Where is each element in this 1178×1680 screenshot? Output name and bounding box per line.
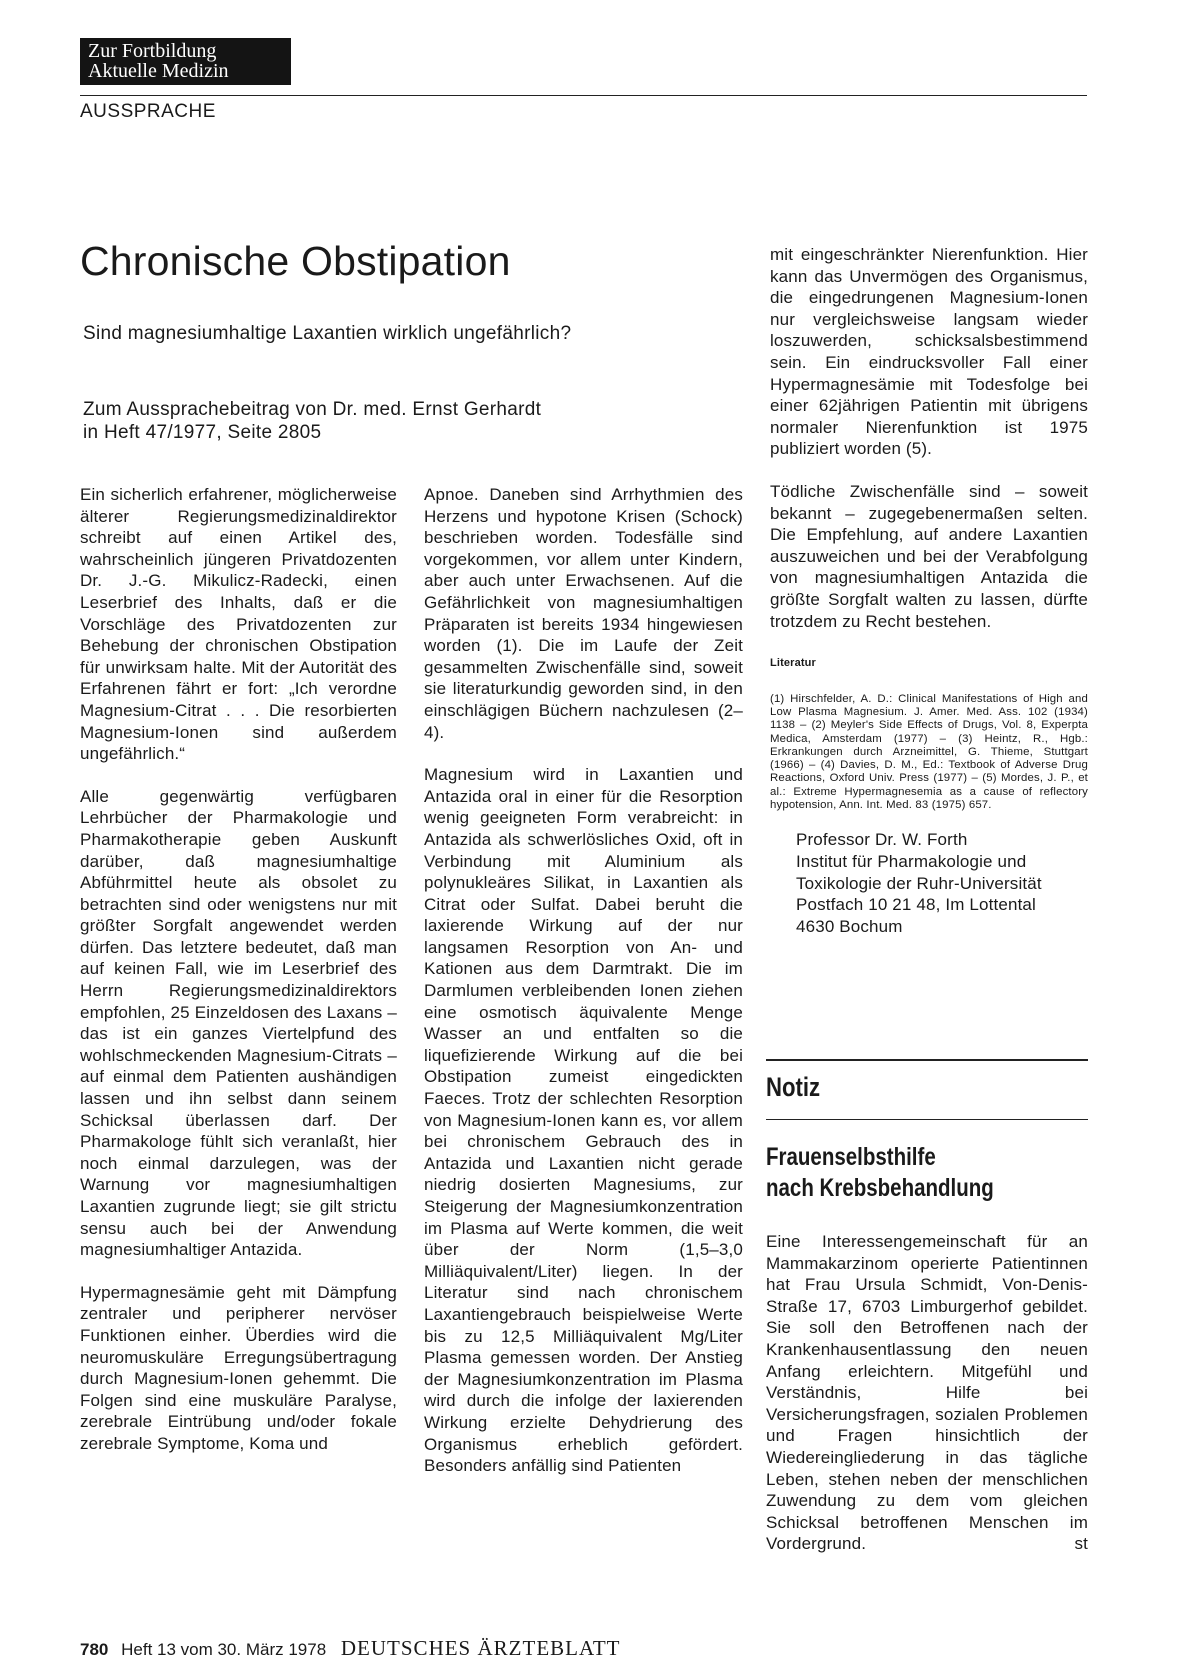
rubric-line-1: Zur Fortbildung bbox=[88, 40, 217, 62]
notiz-title bbox=[766, 1142, 1110, 1204]
header-rule bbox=[80, 95, 1087, 96]
reference-line-2: in Heft 47/1977, Seite 2805 bbox=[83, 422, 322, 443]
article-subtitle: Sind magnesiumhaltige Laxantien wirklich ungefährlich? bbox=[83, 323, 572, 344]
literature-list: (1) Hirschfelder, A. D.: Clinical Manifestations of High and Low Plasma Magnesium. J. Amer. Med. Ass. 102 (1934) 1138 – (2) Meyler's Side Effects of Drugs, Vol. 8, Experpta Medica, Amsterdam (1977) – (3) Heintz, R., Hgb.: Erkrankungen durch Arzneimittel, G. Thieme, Stuttgart (1966) – (4) Davies, D. M., Ed.: Textbook of Adverse Drug Reactions, Oxford Univ. Press (1977) – (5) Mordes, J. P., et al.: Extreme Hypermagnesemia as a cause of reflectory hypotension, Ann. Int. Med. 83 (1975) 657. bbox=[770, 692, 1088, 812]
paragraph: mit eingeschränkter Nierenfunktion. Hier kann das Unvermögen des Organismus, die eingedrungenen Magnesium-Ionen nur vergleichsweise langsam wieder loszuwerden, schicksalsbestimmend sein. Ein eindrucksvoller Fall einer Hypermagnesämie mit Todesfolge bei einer 62jährigen Patientin mit übrigens normaler Nierenfunktion ist 1975 publiziert worden (5). bbox=[770, 245, 1088, 459]
notiz-bottom-rule bbox=[766, 1119, 1088, 1120]
notiz-signature: st bbox=[1074, 1534, 1088, 1554]
rubric-line-2: Aktuelle Medizin bbox=[88, 60, 229, 82]
reference-line-1: Zum Aussprachebeitrag von Dr. med. Ernst Gerhardt bbox=[83, 399, 542, 420]
article-title: Chronische Obstipation bbox=[80, 238, 511, 284]
notiz-top-rule bbox=[766, 1059, 1088, 1061]
page-number: 780 bbox=[80, 1640, 109, 1659]
section-label: AUSSPRACHE bbox=[80, 101, 216, 122]
notiz-body bbox=[766, 1231, 1088, 1555]
author-institute-2: Toxikologie der Ruhr-Universität bbox=[796, 873, 1042, 893]
text-column-2 bbox=[424, 484, 743, 1498]
author-address bbox=[770, 829, 1088, 937]
text-column-1 bbox=[80, 484, 397, 1476]
paragraph: Hypermagnesämie geht mit Dämpfung zentraler und peripherer nervöser Funktionen einher. Überdies wird die neuromuskuläre Erregungsübertragung durch Magnesium-Ionen gehemmt. Die Folgen sind eine muskuläre Paralyse, zerebrale Eintrübung und/oder fokale zerebrale Symptome, Koma und bbox=[80, 1282, 397, 1453]
paragraph: Ein sicherlich erfahrener, möglicherweise älterer Regierungsmedizinaldirektor schreibt auf einen Artikel des, wahrscheinlich jüngeren Privatdozenten Dr. J.-G. Mikulicz-Radecki, einen Leserbrief des Inhalts, daß er die Vorschläge des Privatdozenten zur Behebung der chronischen Obstipation für unwirksam halte. Mit der Autorität des Erfahrenen fährt er fort: „Ich verordne Magnesium-Citrat . . . Die resorbierten Magnesium-Ionen sind außerdem ungefährlich.“ bbox=[80, 485, 397, 764]
author-name: Professor Dr. W. Forth bbox=[796, 830, 968, 850]
author-institute-1: Institut für Pharmakologie und bbox=[796, 851, 1027, 871]
rubric-badge bbox=[80, 38, 291, 85]
paragraph: Apnoe. Daneben sind Arrhythmien des Herzens und hypotone Krisen (Schock) beschrieben worden. Todesfälle sind vorgekommen, vor allem unter Kindern, aber auch unter Erwachsenen. Auf die Gefährlichkeit von magnesiumhaltigen Präparaten ist bereits 1934 hingewiesen worden (1). Die im Laufe der Zeit gesammelten Zwischenfälle sind, soweit sie literaturkundig geworden sind, in den einschlägigen Büchern nachzulesen (2–4). bbox=[424, 485, 743, 742]
notiz-title-line-2: nach Krebsbehandlung bbox=[766, 1174, 994, 1202]
issue-info: Heft 13 vom 30. März 1978 bbox=[121, 1640, 327, 1659]
author-postbox: Postfach 10 21 48, Im Lottental bbox=[796, 895, 1036, 915]
paragraph: Tödliche Zwischenfälle sind – soweit bekannt – zugegebenermaßen selten. Die Empfehlung, auf andere Laxantien auszuweichen und bei der Verabfolgung von magnesiumhaltigen Antazida die größte Sorgfalt walten zu lassen, dürfte trotzdem zu Recht bestehen. bbox=[770, 481, 1088, 631]
notiz-text: Eine Interessengemeinschaft für an Mammakarzinom operierte Patientinnen hat Frau Ursula Schmidt, Von-Denis-Straße 17, 6703 Limburgerhof gebildet. Sie soll den Betroffenen nach der Krankenhausentlassung den neuen Anfang erleichtern. Mitgefühl und Verständnis, Hilfe bei Versicherungsfragen, sozialen Problemen und Fragen hinsichtlich der Wiedereingliederung in das tägliche Leben, stehen neben der menschlichen Zuwendung zu dem vom gleichen Schicksal betroffenen Menschen im Vordergrund. bbox=[766, 1232, 1088, 1554]
paragraph: Magnesium wird in Laxantien und Antazida oral in einer für die Resorption wenig geeigneten Form verabreicht: in Antazida als schwerlösliches Oxid, oft in Verbindung mit Aluminium als polynukleäres Silikat, in Laxantien als Citrat oder Sulfat. Dabei beruht die laxierende Wirkung auf der nur langsamen Resorption von An- und Kationen aus dem Darmtrakt. Die im Darmlumen verbleibenden Ionen ziehen eine osmotisch äquivalente Menge Wasser an und entfalten so die liquefizierende Wirkung auf die bei Obstipation zumeist eingedickten Faeces. Trotz der schlechten Resorption von Magnesium-Ionen kann es, vor allem bei chronischem Gebrauch des in Antazida und Laxantien nicht gerade niedrig dosierten Magnesiums, zur Steigerung der Magnesiumkonzentration im Plasma auf Werte kommen, die weit über der Norm (1,5–3,0 Milliäquivalent/Liter) liegen. In der Literatur sind nach chronischem Laxantiengebrauch beispielweise Werte bis zu 12,5 Milliäquivalent Mg/Liter Plasma gemessen worden. Der Anstieg der Magnesiumkonzentration im Plasma wird durch die infolge der laxierenden Wirkung erzielte Dehydrierung des Organismus erheblich gefördert. Besonders anfällig sind Patienten bbox=[424, 765, 743, 1476]
literature-heading: Literatur bbox=[770, 657, 816, 670]
notiz-title-line-1: Frauenselbsthilfe bbox=[766, 1143, 936, 1171]
paragraph: Alle gegenwärtig verfügbaren Lehrbücher der Pharmakologie und Pharmakotherapie geben Auskunft darüber, daß magnesiumhaltige Abführmittel heute als obsolet zu betrachten sind oder wenigstens nur mit größter Sorgfalt angewendet werden dürfen. Das letztere bedeutet, daß man auf keinen Fall, wie im Leserbrief des Herrn Regierungsmedizinaldirektors empfohlen, 25 Einzeldosen des Laxans – das ist ein ganzes Viertelpfund des wohlschmeckenden Magnesium-Citrats – auf einmal dem Patienten aushändigen lassen und ihn selbst dann seinem Schicksal überlassen darf. Der Pharmakologe fühlt sich veranlaßt, hier noch einmal darzulegen, was der Warnung vor magnesiumhaltigen Laxantien zugrunde liegt; sie gilt strictu sensu auch bei der Anwendung magnesiumhaltiger Antazida. bbox=[80, 786, 397, 1260]
author-city: 4630 Bochum bbox=[796, 916, 903, 936]
page-footer bbox=[80, 1636, 620, 1661]
journal-name: DEUTSCHES ÄRZTEBLATT bbox=[340, 1636, 621, 1660]
notiz-label: Notiz bbox=[766, 1072, 821, 1102]
reference-note bbox=[83, 398, 541, 444]
text-column-3 bbox=[770, 244, 1088, 937]
